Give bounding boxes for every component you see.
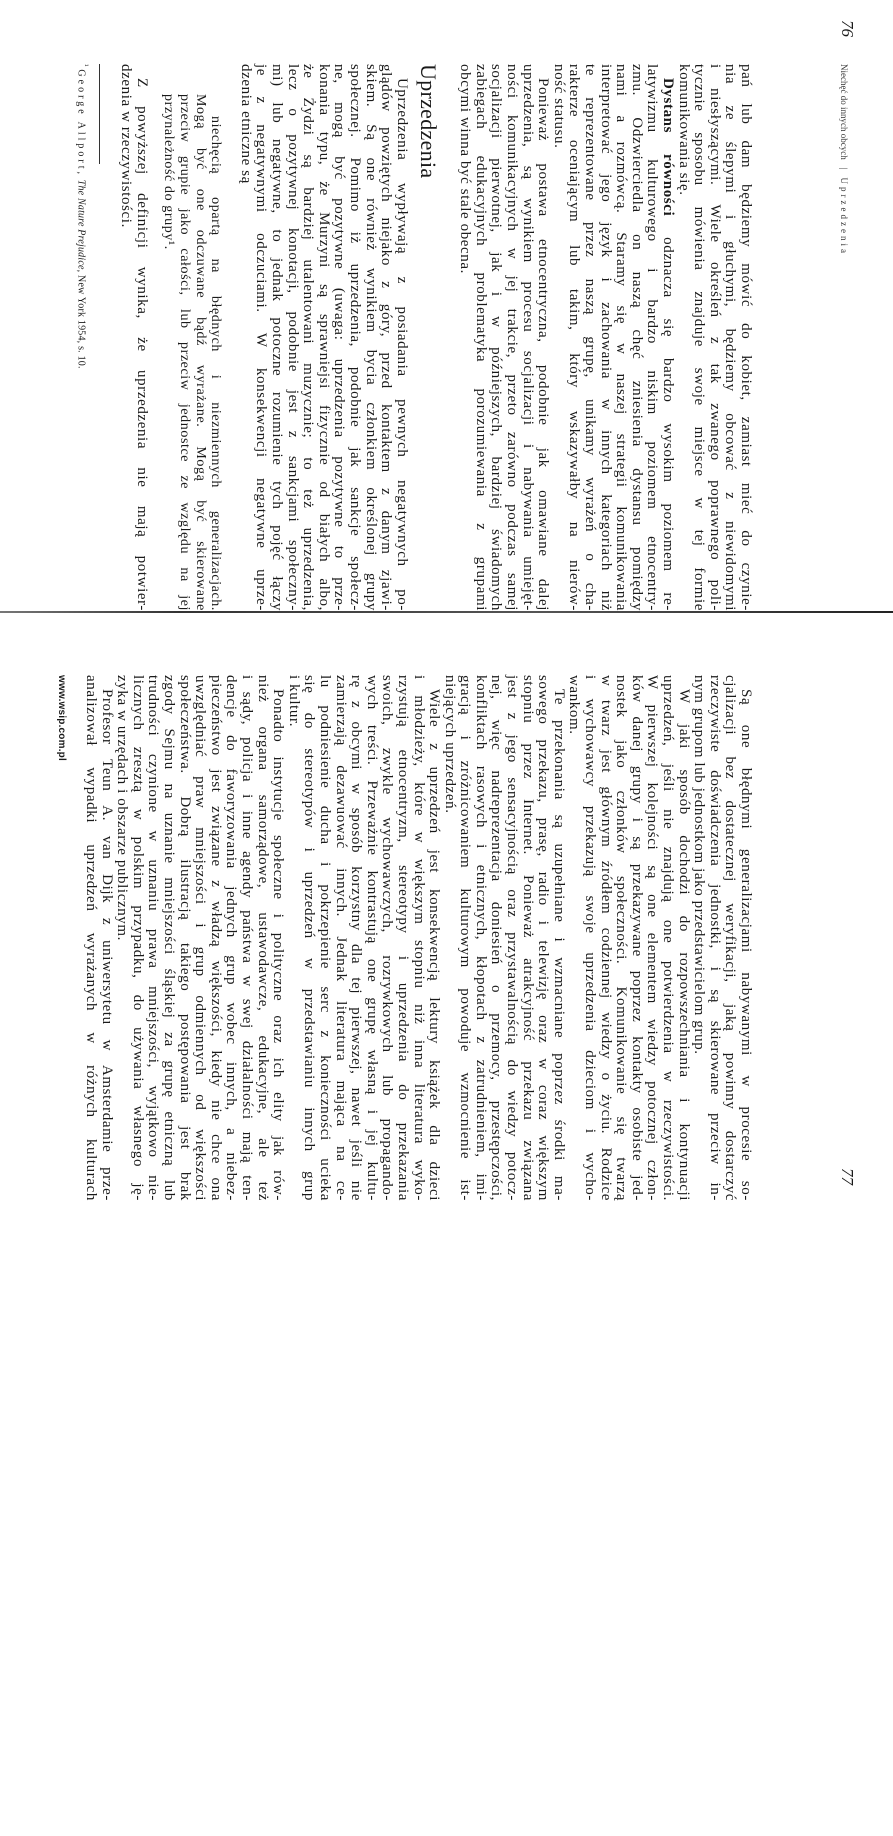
text-line: zgody Sejmu na uznanie mniejszości śląskiej za grupę etniczną lub	[161, 675, 178, 1201]
text-line: rzeczywiste doświadczenia jednostki, i są skierowane przeciw in-	[706, 675, 723, 1201]
text-line: i kultur.	[285, 675, 302, 728]
text-line: Uprzedzenia wypływają z posiadania pewnych negatywnych po-	[393, 78, 410, 611]
text-line: W jaki sposób dochodzi do rozpowszechniania i kontynuacji	[675, 689, 692, 1201]
text-line: w twarz jest głównym źródłem codziennej wiedzy o życiu. Rodzice	[597, 675, 614, 1201]
paragraph	[457, 64, 551, 611]
text-line: glądów powziętych niejako z góry, przed kontaktem z danym zjawi-	[378, 64, 395, 611]
text-line: dzenia w rzeczywistości.	[118, 64, 135, 228]
text-line: konania typu, że Murzyni są sprawniejsi fizycznie od białych albo,	[315, 64, 332, 611]
text-line: uprzedzeń, jeśli nie znajdują one potwierdzenia w rzeczywistości.	[660, 675, 677, 1201]
text-line: przeciw grupie jako całości, lub przeciw jednostce ze względu na jej	[177, 94, 192, 611]
paragraph	[114, 675, 286, 1201]
footnote-rule	[99, 64, 100, 164]
paragraph	[285, 675, 441, 1201]
text-line: dzenia etniczne są	[237, 64, 254, 184]
paragraph	[82, 675, 113, 1201]
right-page-number: 77	[838, 1168, 857, 1185]
text-line: i niesłyszącymi. Wiele określeń z tak zwanego poprawnego poli-	[706, 64, 723, 611]
text-line: te reprezentowane przez naszą grupę, unikamy wyrażeń o cha-	[582, 64, 599, 611]
text-line: skiem. Są one również wynikiem bycia członkiem określonej grupy	[362, 64, 379, 611]
text-line: wych treści. Przeważnie kontrastują one grupę własną i jej kultu-	[363, 675, 380, 1201]
paragraph	[237, 64, 409, 611]
paragraph	[566, 675, 691, 1201]
right-page-body	[82, 675, 753, 1201]
text-line: ności komunikacyjnych w jej trakcie, przeto zarówno podczas samej	[504, 64, 521, 611]
text-line: je z negatywnymi odczuciami. W konsekwencji negatywne uprze-	[253, 64, 270, 611]
text-line: nym grupom lub jednostkom jako przedstawicielom grup.	[691, 675, 708, 1055]
text-line: swoich, zwykle wychowawczych, rozrywkowych lub propagando-	[379, 675, 396, 1201]
text-line: społeczeństwa. Dobrą ilustracją takiego postępowania jest brak	[176, 675, 193, 1201]
text-line: nież organa samorządowe, ustawodawcze, edukacyjne, ale też	[254, 675, 271, 1201]
text-line: Z powyższej definicji wynika, że uprzedzenia nie mają potwier-	[133, 78, 150, 611]
text-line: mi) lub negatywne, to jednak potoczne rozumienie tych pojęć łączy	[268, 64, 285, 611]
text-line: lu podniesienie ducha i pokrzepienie serc z konieczności ucieka	[316, 675, 333, 1201]
text-line-rest: odznacza się bardzo wysokim poziomem re-	[660, 216, 677, 611]
text-line	[659, 64, 675, 611]
text-line: jest z jego sensacyjnością oraz przystawalnością do wiedzy potocz-	[504, 675, 521, 1201]
text-line: rakterze oceniającym lub takim, który wskazywałby na nierów-	[566, 64, 583, 611]
text-line: uprzedzenia, są wynikiem procesu socjalizacji i nabywania umiejęt-	[519, 64, 536, 611]
text-line: Profesor Teun A. van Dijk z uniwersytetu w Amsterdamie prze-	[98, 689, 115, 1201]
text-line: gracją i zróżnicowaniem kulturowym powoduje wzmocnienie ist-	[457, 675, 474, 1201]
text-line: przynależność do grupy¹.	[161, 94, 177, 250]
text-line: niejących uprzedzeń.	[441, 675, 458, 814]
text-line: wankom.	[566, 675, 583, 735]
footnote-author: George Allport,	[75, 69, 87, 177]
left-page-number: 76	[838, 20, 857, 37]
text-line: społecznej. Pomimo iż uprzedzenia, podobnie jak sankcje społecz-	[346, 64, 363, 611]
bold-term: Dystans równości	[660, 78, 677, 217]
text-line: interpretować jego język i zachowania w innych kategoriach niż	[597, 64, 614, 611]
text-line: ność statusu.	[550, 64, 567, 149]
text-line: socjalizacji pierwotnej, jak i w późniejszych, bardziej świadomych	[488, 64, 505, 611]
text-line: Są one błędnymi generalizacjami nabywanymi w procesie so-	[738, 689, 754, 1201]
block-quote	[161, 94, 223, 611]
running-head-title: Niechęć do innych obcych	[839, 64, 849, 160]
text-line: nia ze ślepymi i głuchymi, będziemy obcować z niewidomymi	[722, 64, 739, 611]
paragraph	[691, 675, 753, 1201]
text-line: pań lub dam będziemy mówić do kobiet, zamiast mieć do czynie-	[738, 64, 754, 611]
text-line: zabiegach edukacyjnych problematyka porozumiewania z grupami	[472, 64, 489, 611]
text-line: cjalizacji bez dostatecznej weryfikacji, jaką powinny dostarczyć	[722, 675, 739, 1201]
text-line: i sądy, policja i inne agendy państwa w swej działalności mają ten-	[239, 675, 255, 1201]
text-line: latywizmu kulturowego i bardzo niskim poziomem etnocentry-	[644, 64, 661, 611]
footnote-title: The Nature Prejudice	[75, 179, 87, 270]
footnote	[73, 64, 93, 611]
running-head-section: Uprzedzenia	[839, 177, 849, 257]
text-line: lecz o pozytywnej konotacji, podobnie jest z sankcjami społeczny-	[284, 64, 301, 611]
text-line: trudności czynione w uznaniu prawa mniejszości, wyjątkowo nie-	[145, 675, 162, 1201]
text-line: niechęcią opartą na błędnych i niezmiennych generalizacjach.	[208, 116, 224, 611]
text-line: uwzględniać praw mniejszości i grup odmiennych od większości	[192, 675, 209, 1201]
text-line: rę z obcymi w sposób korzystny dla tej pierwszej, nawet jeśli nie	[348, 675, 365, 1201]
text-line: nami a rozmówcą. Staramy się w naszej strategii komunikowania	[613, 64, 630, 611]
text-line: ne, mogą być pozytywne (uwaga: uprzedzenia pozytywne to prze-	[331, 64, 348, 611]
text-line: i młodzieży, które w większym stopniu niż inna literatura wyko-	[410, 675, 427, 1201]
text-line: analizował wypadki uprzedzeń wyrażanych w różnych kulturach	[83, 675, 100, 1201]
text-line: nostek jako członków społeczności. Komunikowanie się twarzą	[613, 675, 630, 1201]
text-line: się do stereotypów i uprzedzeń w przedstawianiu innych grup	[301, 675, 318, 1201]
text-line: tycznie sposobu mówienia znajduje swoje miejsce w tej formie	[691, 64, 708, 611]
paragraph	[675, 64, 753, 611]
text-line: rzystują etnocentryzm, stereotypy i uprzedzenia do przekazania	[394, 675, 411, 1201]
text-line: nej, więc nadreprezentacja doniesień o przemocy, przestępczości,	[488, 675, 505, 1201]
text-line: ków danej grupy i są przekazywane poprzez kontakty osobiste jed-	[628, 675, 645, 1201]
publisher-url: www.wsip.com.pl	[56, 675, 67, 761]
text-line: i wychowawcy przekazują swoje uprzedzenia dzieciom i wycho-	[582, 675, 599, 1201]
text-line: konfliktach rasowych i etnicznych, kłopotach z zatrudnieniem, imi-	[472, 675, 489, 1201]
text-line: Te przekonania są uzupełniane i wzmacniane poprzez środki ma-	[550, 689, 567, 1201]
text-line: stopniu przez Internet. Ponieważ atrakcyjność przekazu związana	[519, 675, 536, 1201]
text-line: Wiele z uprzedzeń jest konsekwencją lektury książek dla dzieci	[426, 689, 443, 1201]
text-line: zamierzają dezawuować innych. Jednak literatura mająca na ce-	[332, 675, 349, 1201]
text-line: W pierwszej kolejności są one elementem wiedzy potocznej człon-	[644, 675, 661, 1201]
text-line: że Żydzi są bardziej utalentowani muzycznie; to też uprzedzenia,	[300, 64, 317, 611]
text-line: Ponadto instytucje społeczne i polityczne oraz ich elity jak rów-	[270, 689, 287, 1201]
text-line: Ponieważ postawa etnocentryczna, podobnie jak omawiane dalej	[535, 78, 552, 611]
footnote-marker: ¹	[80, 64, 90, 67]
text-line: Mogą być one odczuwane bądź wyrażane. Mogą być skierowane	[192, 94, 208, 611]
text-line: pieczeństwo jest związane z władzą większości, kiedy nie chce ona	[207, 675, 224, 1201]
text-line: zmu. Odzwierciedla on naszą chęć zniesienia dystansu pomiędzy	[628, 64, 645, 611]
gutter-line	[0, 611, 893, 613]
text-line: komunikowania się.	[675, 64, 692, 196]
paragraph	[118, 64, 149, 611]
text-line: dencje do faworyzowania jednych grup wobec innych, a niebez-	[223, 675, 240, 1201]
paragraph	[441, 675, 566, 1201]
running-head-separator: |	[839, 167, 849, 170]
text-line: sowego przekazu, prasę, radio i telewizję oraz w coraz większym	[535, 675, 552, 1201]
paragraph	[550, 64, 675, 611]
footnote-details: , New York 1954, s. 10.	[75, 269, 87, 369]
text-line: zyka w urzędach i obszarze publicznym.	[114, 675, 131, 942]
text-line: obcymi winna być stale obecna.	[457, 64, 474, 275]
running-head	[839, 64, 849, 256]
section-heading: Uprzedzenia	[415, 64, 441, 179]
left-page-body	[73, 64, 753, 611]
text-line: licznych zresztą w polskim przypadku, do używania własnego ję-	[129, 675, 146, 1201]
